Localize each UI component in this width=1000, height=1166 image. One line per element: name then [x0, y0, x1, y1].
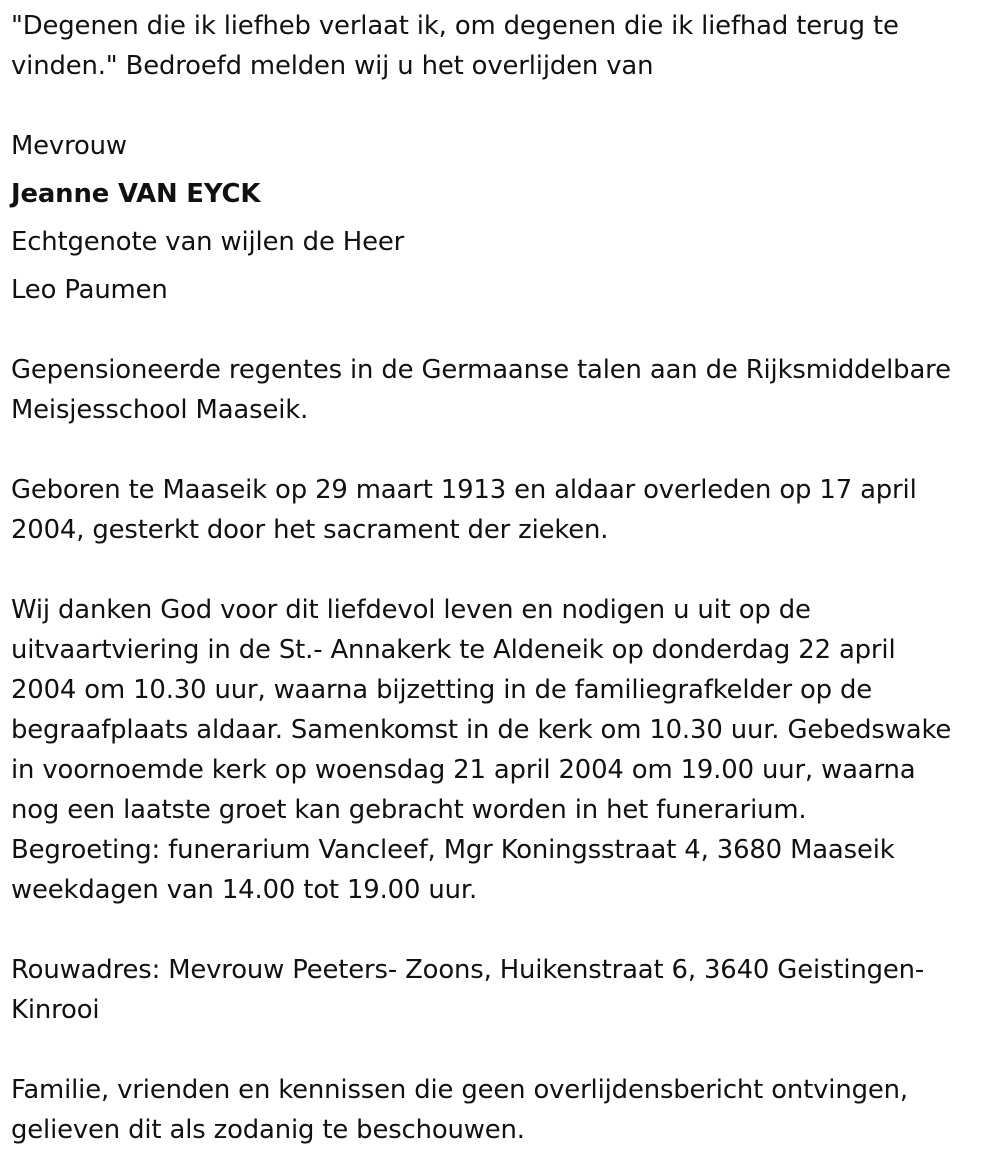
- spouse-line: Leo Paumen: [11, 275, 168, 305]
- opening-quote: [11, 6, 991, 86]
- ceremony-line-3: 2004 om 10.30 uur, waarna bijzetting in de familiegrafkelder op de: [11, 675, 873, 705]
- address-line-2: Kinrooi: [11, 995, 100, 1025]
- title-line: Mevrouw: [11, 131, 127, 161]
- ceremony-line-8: weekdagen van 14.00 tot 19.00 uur.: [11, 875, 478, 905]
- closing-paragraph: [11, 1070, 991, 1150]
- occupation-paragraph: [11, 350, 991, 430]
- deceased-name: [11, 174, 991, 214]
- ceremony-line-4: begraafplaats aldaar. Samenkomst in de kerk om 10.30 uur. Gebedswake: [11, 715, 952, 745]
- birth-death-line-1: Geboren te Maaseik op 29 maart 1913 en aldaar overleden op 17 april: [11, 475, 917, 505]
- ceremony-paragraph: [11, 590, 991, 910]
- birth-death-line-2: 2004, gesterkt door het sacrament der zieken.: [11, 515, 609, 545]
- name-line: Jeanne VAN EYCK: [11, 179, 261, 209]
- deceased-title: [11, 126, 991, 166]
- ceremony-line-1: Wij danken God voor dit liefdevol leven en nodigen u uit op de: [11, 595, 811, 625]
- relation: [11, 222, 991, 262]
- birth-death-paragraph: [11, 470, 991, 550]
- address-line-1: Rouwadres: Mevrouw Peeters- Zoons, Huikenstraat 6, 3640 Geistingen-: [11, 955, 925, 985]
- occupation-line-1: Gepensioneerde regentes in de Germaanse talen aan de Rijksmiddelbare: [11, 355, 951, 385]
- spouse-name: [11, 270, 991, 310]
- relation-line: Echtgenote van wijlen de Heer: [11, 227, 405, 257]
- closing-line-1: Familie, vrienden en kennissen die geen overlijdensbericht ontvingen,: [11, 1075, 908, 1105]
- ceremony-line-7: Begroeting: funerarium Vancleef, Mgr Koningsstraat 4, 3680 Maaseik: [11, 835, 895, 865]
- address-paragraph: [11, 950, 991, 1030]
- ceremony-line-5: in voornoemde kerk op woensdag 21 april 2004 om 19.00 uur, waarna: [11, 755, 916, 785]
- occupation-line-2: Meisjesschool Maaseik.: [11, 395, 309, 425]
- ceremony-line-6: nog een laatste groet kan gebracht worden in het funerarium.: [11, 795, 807, 825]
- closing-line-2: gelieven dit als zodanig te beschouwen.: [11, 1115, 525, 1145]
- quote-line-2: vinden." Bedroefd melden wij u het overlijden van: [11, 51, 654, 81]
- ceremony-line-2: uitvaartviering in de St.- Annakerk te Aldeneik op donderdag 22 april: [11, 635, 896, 665]
- quote-line-1: "Degenen die ik liefheb verlaat ik, om degenen die ik liefhad terug te: [11, 11, 899, 41]
